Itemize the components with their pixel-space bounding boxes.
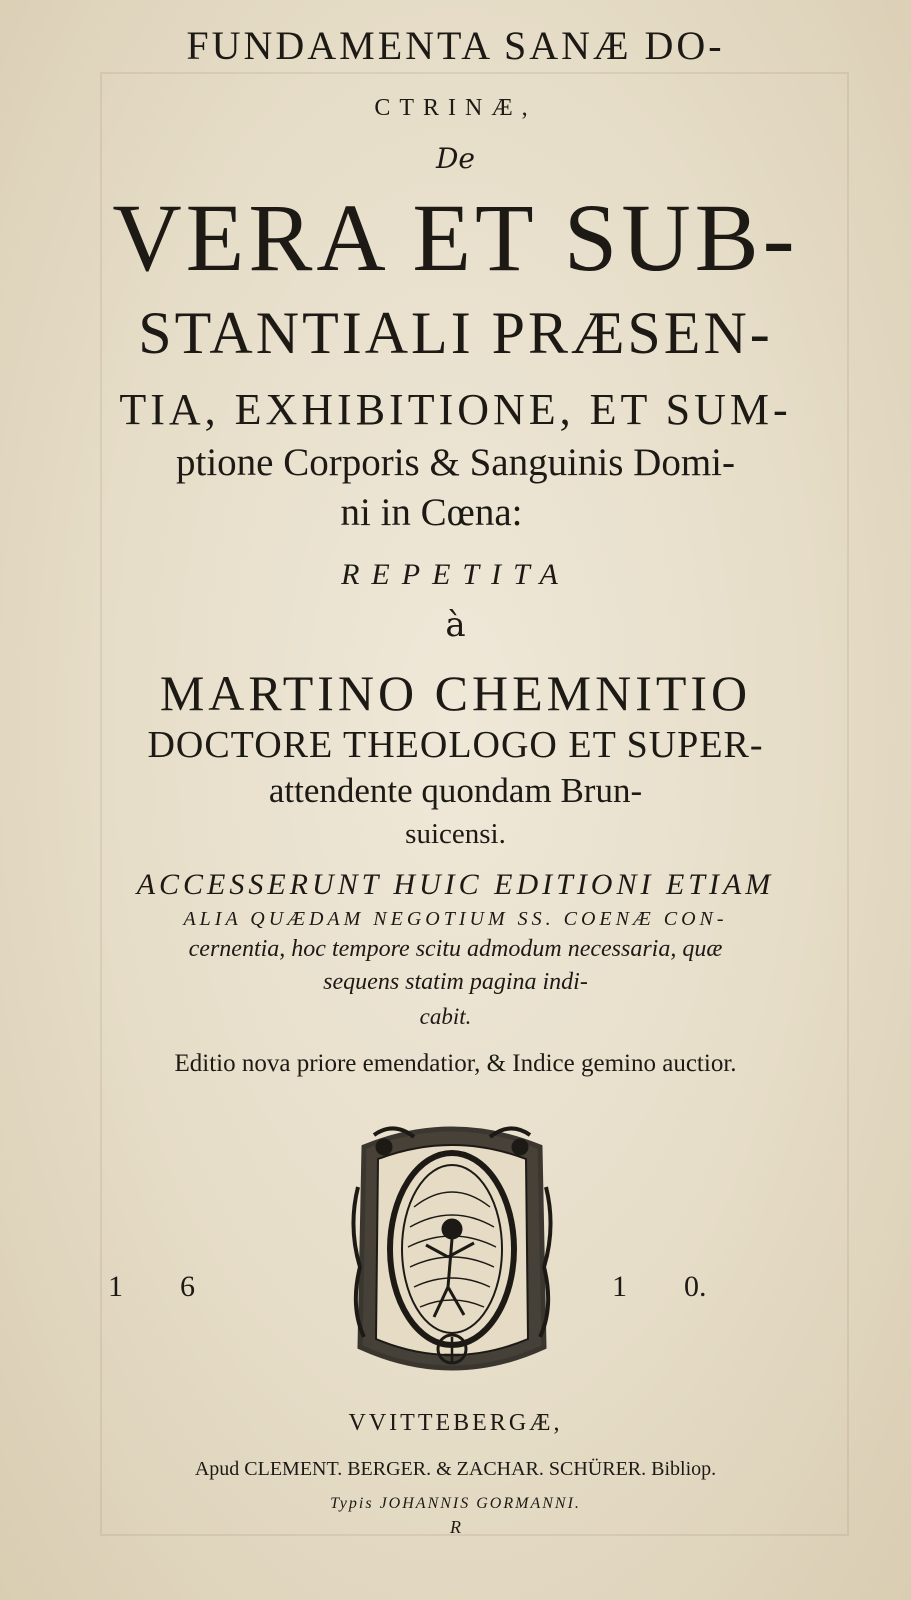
addendum-line-2: ALIA QUÆDAM NEGOTIUM SS. COENÆ CON- [183, 908, 728, 930]
author-title-1: DOCTORE THEOLOGO ET SUPER- [147, 724, 764, 766]
addendum-line-4: sequens statim pagina indi- [323, 969, 588, 995]
title-line-4: VERA ET SUB- [112, 184, 799, 291]
title-line-5: STANTIALI PRÆSEN- [138, 300, 773, 366]
title-line-6: TIA, EXHIBITIONE, ET SUM- [119, 385, 792, 434]
year-digit-4: 0. [684, 1270, 707, 1303]
imprint-publisher: Apud CLEMENT. BERGER. & ZACHAR. SCHÜRER. Bibliop. [194, 1458, 717, 1480]
imprint-place: VVITTEBERGÆ, [348, 1410, 563, 1436]
title-line-9: REPETITA [341, 558, 570, 591]
author-title-2: attendente quondam Brun- [268, 771, 643, 810]
title-line-8: ni in Cœna: [340, 491, 523, 534]
author-name: MARTINO CHEMNITIO [159, 665, 752, 721]
title-line-2: CTRINÆ, [374, 95, 537, 121]
addendum-line-3: cernentia, hoc tempore scitu admodum necessaria, quæ [188, 936, 723, 962]
title-line-3: De [435, 142, 476, 175]
addendum-line-1: ACCESSERUNT HUIC EDITIONI ETIAM [136, 868, 775, 901]
imprint-printer: Typis JOHANNIS GORMANNI. [330, 1495, 581, 1512]
title-line-10: à [445, 605, 466, 645]
author-title-3: suicensi. [405, 818, 506, 850]
title-line-7: ptione Corporis & Sanguinis Domi- [176, 441, 735, 484]
printer-device-emblem [344, 1117, 560, 1385]
title-line-1: FUNDAMENTA SANÆ DO- [186, 23, 725, 68]
addendum-line-5: cabit. [419, 1004, 472, 1029]
year-digit-3: 1 [612, 1270, 627, 1303]
year-digit-1: 1 [108, 1270, 123, 1303]
edition-note: Editio nova priore emendatior, & Indice gemino auctior. [174, 1050, 737, 1077]
year-digit-2: 6 [180, 1270, 195, 1303]
signature-mark: R [450, 1517, 461, 1537]
